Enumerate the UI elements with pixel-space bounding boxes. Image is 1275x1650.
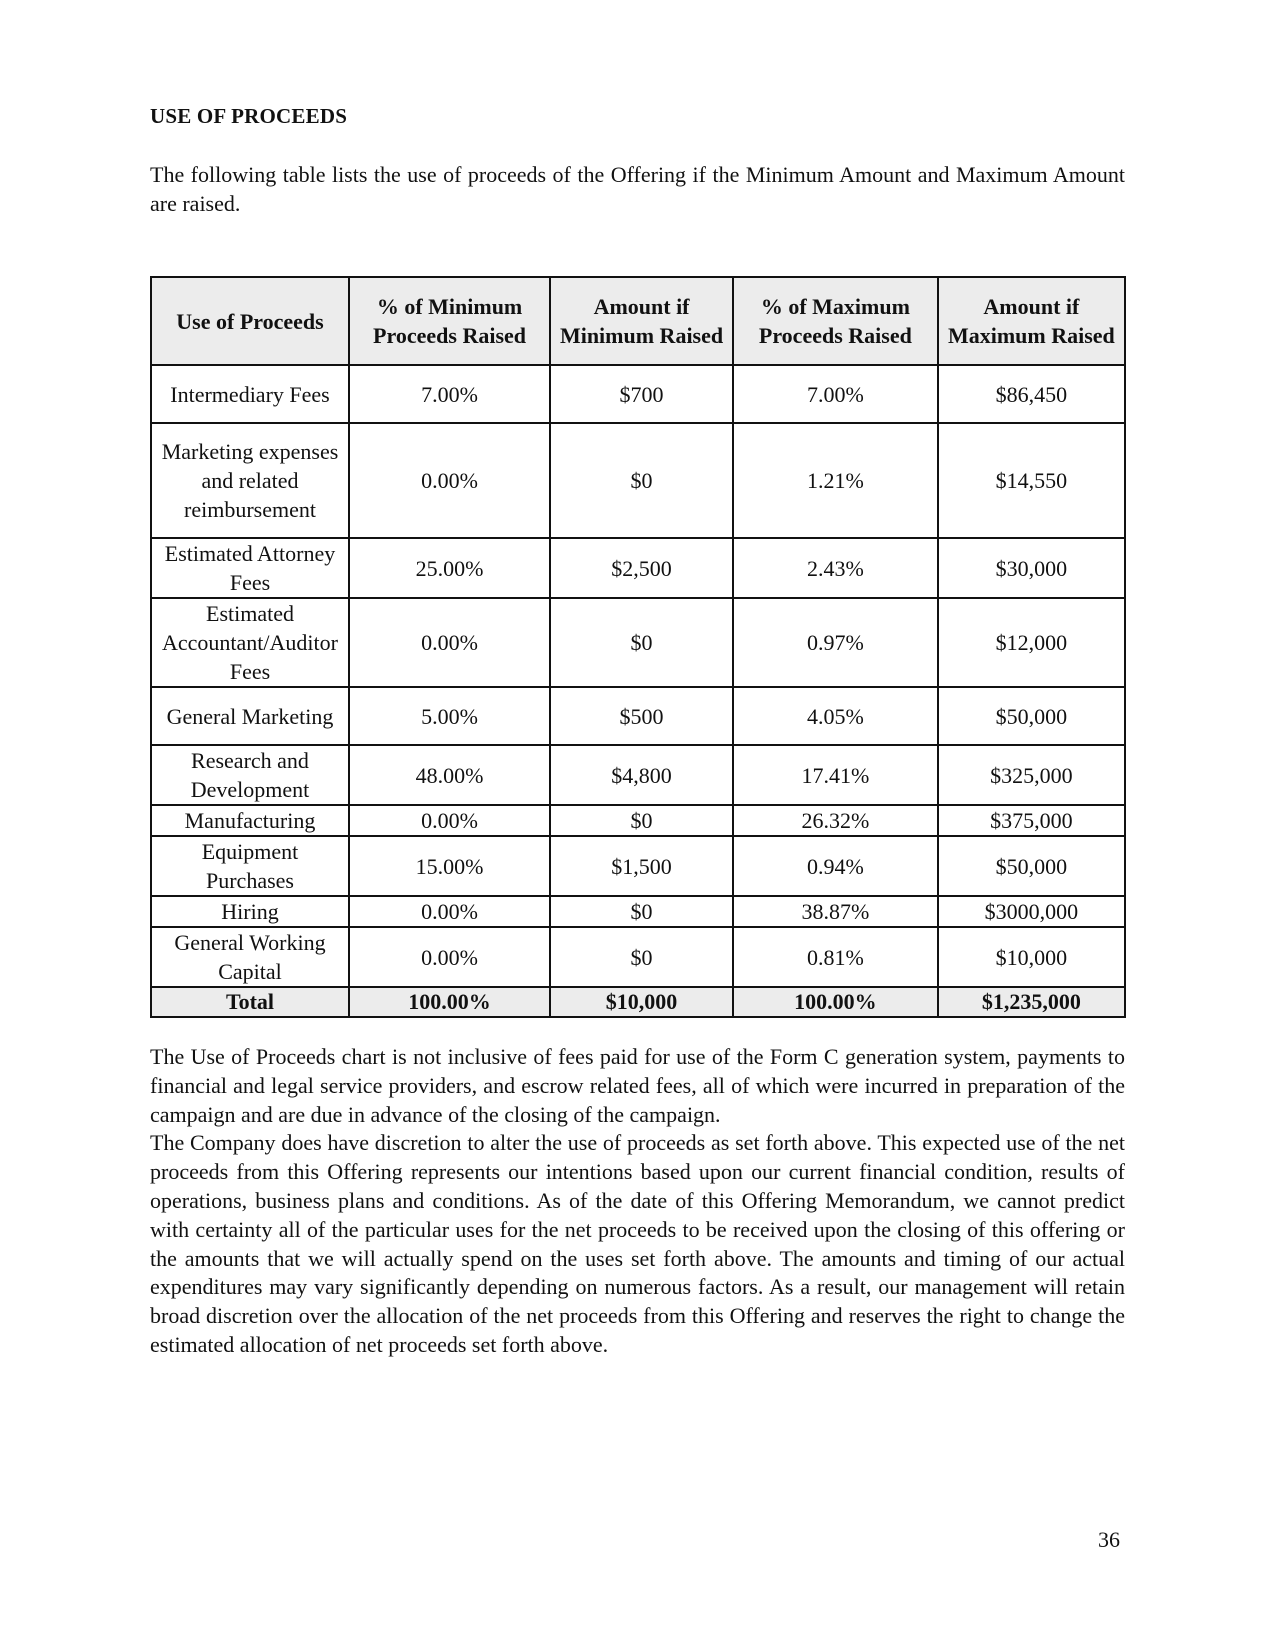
- amt-min-cell: $0: [550, 423, 733, 538]
- amt-max-cell: $12,000: [938, 598, 1125, 687]
- amt-min-cell: $500: [550, 687, 733, 745]
- pct-max-cell: 0.81%: [733, 927, 938, 987]
- header-use-of-proceeds: Use of Proceeds: [151, 277, 349, 365]
- table-row: [151, 365, 1125, 423]
- use-cell: Intermediary Fees: [151, 365, 349, 423]
- intro-paragraph: The following table lists the use of proceeds of the Offering if the Minimum Amount and Maximum Amount are raised.: [150, 162, 1125, 216]
- pct-max-cell: 7.00%: [733, 365, 938, 423]
- use-cell: Research and Development: [151, 745, 349, 805]
- table-row: [151, 896, 1125, 927]
- pct-min-cell: 48.00%: [349, 745, 550, 805]
- pct-min-cell: 0.00%: [349, 805, 550, 836]
- pct-max-cell: 0.94%: [733, 836, 938, 896]
- pct-max-cell: 1.21%: [733, 423, 938, 538]
- amt-min-cell: $0: [550, 598, 733, 687]
- table-header-row: [151, 277, 1125, 365]
- amt-min-cell: $0: [550, 896, 733, 927]
- amt-min-cell: $700: [550, 365, 733, 423]
- use-cell: Manufacturing: [151, 805, 349, 836]
- amt-min-cell: $0: [550, 805, 733, 836]
- table-row: [151, 805, 1125, 836]
- use-cell: Hiring: [151, 896, 349, 927]
- pct-min-cell: 0.00%: [349, 896, 550, 927]
- header-pct-maximum: % of Maximum Proceeds Raised: [733, 277, 938, 365]
- header-amount-maximum: Amount if Maximum Raised: [938, 277, 1125, 365]
- pct-max-cell: 0.97%: [733, 598, 938, 687]
- amt-max-cell: $50,000: [938, 836, 1125, 896]
- total-amt-max: $1,235,000: [938, 987, 1125, 1017]
- table-row: [151, 836, 1125, 896]
- pct-min-cell: 7.00%: [349, 365, 550, 423]
- header-amount-minimum: Amount if Minimum Raised: [550, 277, 733, 365]
- pct-max-cell: 26.32%: [733, 805, 938, 836]
- pct-max-cell: 38.87%: [733, 896, 938, 927]
- use-cell: General Marketing: [151, 687, 349, 745]
- table-row: [151, 423, 1125, 538]
- total-pct-max: 100.00%: [733, 987, 938, 1017]
- amt-min-cell: $4,800: [550, 745, 733, 805]
- amt-max-cell: $50,000: [938, 687, 1125, 745]
- total-amt-min: $10,000: [550, 987, 733, 1017]
- amt-max-cell: $3000,000: [938, 896, 1125, 927]
- table-row: [151, 745, 1125, 805]
- use-cell: Equipment Purchases: [151, 836, 349, 896]
- pct-min-cell: 0.00%: [349, 598, 550, 687]
- use-cell: General Working Capital: [151, 927, 349, 987]
- section-heading: USE OF PROCEEDS: [150, 104, 348, 128]
- amt-max-cell: $10,000: [938, 927, 1125, 987]
- use-cell: Estimated Accountant/Auditor Fees: [151, 598, 349, 687]
- total-row: [151, 987, 1125, 1017]
- page-number: 36: [1098, 1527, 1120, 1552]
- pct-min-cell: 15.00%: [349, 836, 550, 896]
- pct-max-cell: 2.43%: [733, 538, 938, 598]
- use-of-proceeds-table: [150, 276, 1126, 1018]
- table-row: [151, 538, 1125, 598]
- pct-max-cell: 4.05%: [733, 687, 938, 745]
- use-cell: Marketing expenses and related reimbursement: [151, 423, 349, 538]
- table-row: [151, 927, 1125, 987]
- pct-min-cell: 0.00%: [349, 927, 550, 987]
- amt-min-cell: $2,500: [550, 538, 733, 598]
- discretion-paragraph: The Company does have discretion to alter the use of proceeds as set forth above. This expected use of the net proceeds from this Offering represents our intentions based upon our current financial condition, results of operations, business plans and conditions. As of the date of this Offering Memorandum, we cannot predict with certainty all of the particular uses for the net proceeds to be received upon the closing of this offering or the amounts that we will actually spend on the uses set forth above. The amounts and timing of our actual expenditures may vary significantly depending on numerous factors. As a result, our management will retain broad discretion over the allocation of the net proceeds from this Offering and reserves the right to change the estimated allocation of net proceeds set forth above.: [150, 1130, 1125, 1357]
- pct-max-cell: 17.41%: [733, 745, 938, 805]
- body-text: [150, 1043, 1125, 1360]
- amt-max-cell: $30,000: [938, 538, 1125, 598]
- total-label: Total: [151, 987, 349, 1017]
- amt-min-cell: $1,500: [550, 836, 733, 896]
- table-row: [151, 598, 1125, 687]
- amt-max-cell: $325,000: [938, 745, 1125, 805]
- table-row: [151, 687, 1125, 745]
- amt-max-cell: $375,000: [938, 805, 1125, 836]
- pct-min-cell: 5.00%: [349, 687, 550, 745]
- header-pct-minimum: % of Minimum Proceeds Raised: [349, 277, 550, 365]
- amt-min-cell: $0: [550, 927, 733, 987]
- use-cell: Estimated Attorney Fees: [151, 538, 349, 598]
- pct-min-cell: 25.00%: [349, 538, 550, 598]
- fees-disclaimer-paragraph: The Use of Proceeds chart is not inclusive of fees paid for use of the Form C generation system, payments to financial and legal service providers, and escrow related fees, all of which were incurred in preparation of the campaign and are due in advance of the closing of the campaign.: [150, 1044, 1125, 1127]
- amt-max-cell: $14,550: [938, 423, 1125, 538]
- total-pct-min: 100.00%: [349, 987, 550, 1017]
- amt-max-cell: $86,450: [938, 365, 1125, 423]
- pct-min-cell: 0.00%: [349, 423, 550, 538]
